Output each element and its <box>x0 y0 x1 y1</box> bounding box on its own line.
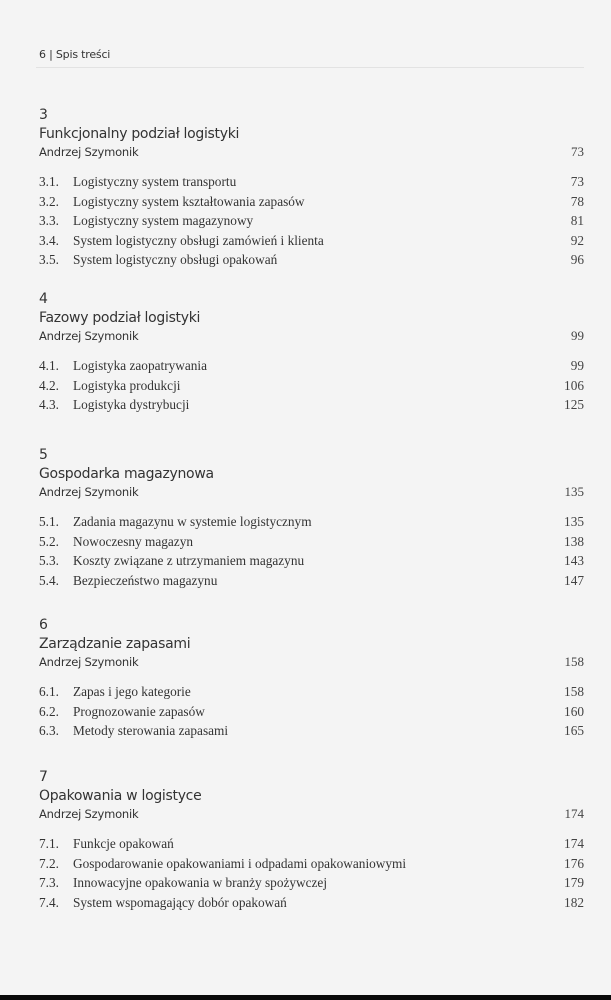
section-title: Zadania magazynu w systemie logistycznym <box>73 514 312 529</box>
section-number: 7.3. <box>39 875 59 890</box>
chapter-author-row <box>39 328 584 348</box>
chapter-title[interactable]: Opakowania w logistyce <box>39 788 202 804</box>
section-number: 7.4. <box>39 894 59 910</box>
toc-chapter <box>39 446 584 592</box>
section-page-number: 174 <box>564 836 584 851</box>
scan-edge <box>0 995 611 1000</box>
toc-section-entry[interactable] <box>39 723 584 743</box>
section-title: Bezpieczeństwo magazynu <box>73 572 218 588</box>
toc-chapter <box>39 106 584 272</box>
section-page-number: 176 <box>564 855 584 871</box>
section-page-number: 138 <box>564 533 584 549</box>
section-page-number: 125 <box>564 397 584 412</box>
section-number: 4.3. <box>39 397 59 412</box>
section-number: 5.4. <box>39 572 59 588</box>
section-page-number: 160 <box>564 703 584 719</box>
chapter-author: Andrzej Szymonik <box>39 145 139 159</box>
section-number: 3.2. <box>39 193 59 209</box>
chapter-page-number: 135 <box>564 484 584 499</box>
section-page-number: 96 <box>570 252 584 267</box>
section-page-number: 147 <box>564 572 584 588</box>
chapter-title[interactable]: Zarządzanie zapasami <box>39 636 191 652</box>
chapter-number: 3 <box>39 107 48 123</box>
toc-section-entry[interactable] <box>39 684 584 704</box>
chapter-author-row <box>39 144 584 164</box>
section-title: Logistyka zaopatrywania <box>73 358 208 373</box>
section-title: Logistyka dystrybucji <box>73 397 190 412</box>
running-head: 6 | Spis treści <box>39 48 111 61</box>
section-title: Metody sterowania zapasami <box>73 723 229 738</box>
section-title: Koszty związane z utrzymaniem magazynu <box>73 553 305 568</box>
chapter-author: Andrzej Szymonik <box>39 655 139 669</box>
section-title: Logistyczny system kształtowania zapasów <box>73 193 305 209</box>
toc-section-entry[interactable] <box>39 174 584 194</box>
chapter-number: 4 <box>39 291 48 307</box>
toc-section-entry[interactable] <box>39 358 584 378</box>
chapter-author: Andrzej Szymonik <box>39 329 139 343</box>
toc-chapter <box>39 616 584 743</box>
section-page-number: 99 <box>570 358 584 373</box>
toc-section-entry[interactable] <box>39 553 584 573</box>
section-number: 5.1. <box>39 514 59 529</box>
toc-section-entry[interactable] <box>39 895 584 915</box>
chapter-title[interactable]: Gospodarka magazynowa <box>39 466 214 482</box>
section-number: 5.2. <box>39 533 59 549</box>
section-page-number: 182 <box>564 894 584 910</box>
section-title: System logistyczny obsługi zamówień i klienta <box>73 232 324 248</box>
section-title: Prognozowanie zapasów <box>73 703 205 719</box>
section-page-number: 92 <box>570 232 584 248</box>
toc-section-entry[interactable] <box>39 378 584 398</box>
chapter-author-row <box>39 484 584 504</box>
section-list <box>39 836 584 914</box>
section-number: 3.4. <box>39 232 59 248</box>
section-title: Zapas i jego kategorie <box>73 684 191 699</box>
section-title: Funkcje opakowań <box>73 836 174 851</box>
toc-section-entry[interactable] <box>39 534 584 554</box>
section-title: Logistyczny system transportu <box>73 174 237 189</box>
toc-section-entry[interactable] <box>39 573 584 593</box>
chapter-title[interactable]: Fazowy podział logistyki <box>39 310 201 326</box>
section-title: Innowacyjne opakowania w branży spożywczej <box>73 875 328 890</box>
chapter-number: 5 <box>39 447 48 463</box>
section-page-number: 73 <box>570 174 584 189</box>
toc-section-entry[interactable] <box>39 233 584 253</box>
chapter-page-number: 158 <box>564 654 584 669</box>
toc-section-entry[interactable] <box>39 252 584 272</box>
section-number: 3.5. <box>39 252 59 267</box>
section-page-number: 143 <box>564 553 584 568</box>
section-number: 7.2. <box>39 855 59 871</box>
section-number: 6.2. <box>39 703 59 719</box>
toc-chapter <box>39 768 584 914</box>
toc-section-entry[interactable] <box>39 213 584 233</box>
section-number: 3.3. <box>39 213 59 228</box>
chapter-author-row <box>39 654 584 674</box>
chapter-author: Andrzej Szymonik <box>39 485 139 499</box>
chapter-number: 7 <box>39 769 48 785</box>
chapter-author: Andrzej Szymonik <box>39 807 139 821</box>
toc-section-entry[interactable] <box>39 397 584 417</box>
toc-section-entry[interactable] <box>39 194 584 214</box>
chapter-page-number: 99 <box>571 328 584 343</box>
section-list <box>39 358 584 417</box>
section-page-number: 106 <box>564 377 584 393</box>
section-title: System wspomagający dobór opakowań <box>73 894 287 910</box>
toc-section-entry[interactable] <box>39 875 584 895</box>
section-list <box>39 174 584 272</box>
section-page-number: 135 <box>564 514 584 529</box>
chapter-author-row <box>39 806 584 826</box>
section-title: System logistyczny obsługi opakowań <box>73 252 278 267</box>
section-number: 4.2. <box>39 377 59 393</box>
section-number: 6.1. <box>39 684 59 699</box>
toc-chapter <box>39 290 584 417</box>
section-title: Logistyczny system magazynowy <box>73 213 254 228</box>
section-number: 3.1. <box>39 174 59 189</box>
chapter-title[interactable]: Funkcjonalny podział logistyki <box>39 126 240 142</box>
section-page-number: 78 <box>570 193 584 209</box>
section-number: 4.1. <box>39 358 59 373</box>
section-page-number: 165 <box>564 723 584 738</box>
toc-section-entry[interactable] <box>39 704 584 724</box>
header-rule <box>36 67 584 68</box>
section-title: Nowoczesny magazyn <box>73 533 193 549</box>
section-title: Gospodarowanie opakowaniami i odpadami opakowaniowymi <box>73 855 407 871</box>
section-page-number: 81 <box>570 213 584 228</box>
section-page-number: 158 <box>564 684 584 699</box>
section-number: 5.3. <box>39 553 59 568</box>
chapter-number: 6 <box>39 617 48 633</box>
section-title: Logistyka produkcji <box>73 377 181 393</box>
section-number: 6.3. <box>39 723 59 738</box>
toc-section-entry[interactable] <box>39 514 584 534</box>
section-number: 7.1. <box>39 836 59 851</box>
chapter-page-number: 73 <box>571 144 584 159</box>
section-list <box>39 684 584 743</box>
section-list <box>39 514 584 592</box>
toc-section-entry[interactable] <box>39 856 584 876</box>
section-page-number: 179 <box>564 875 584 890</box>
toc-section-entry[interactable] <box>39 836 584 856</box>
chapter-page-number: 174 <box>564 806 584 821</box>
